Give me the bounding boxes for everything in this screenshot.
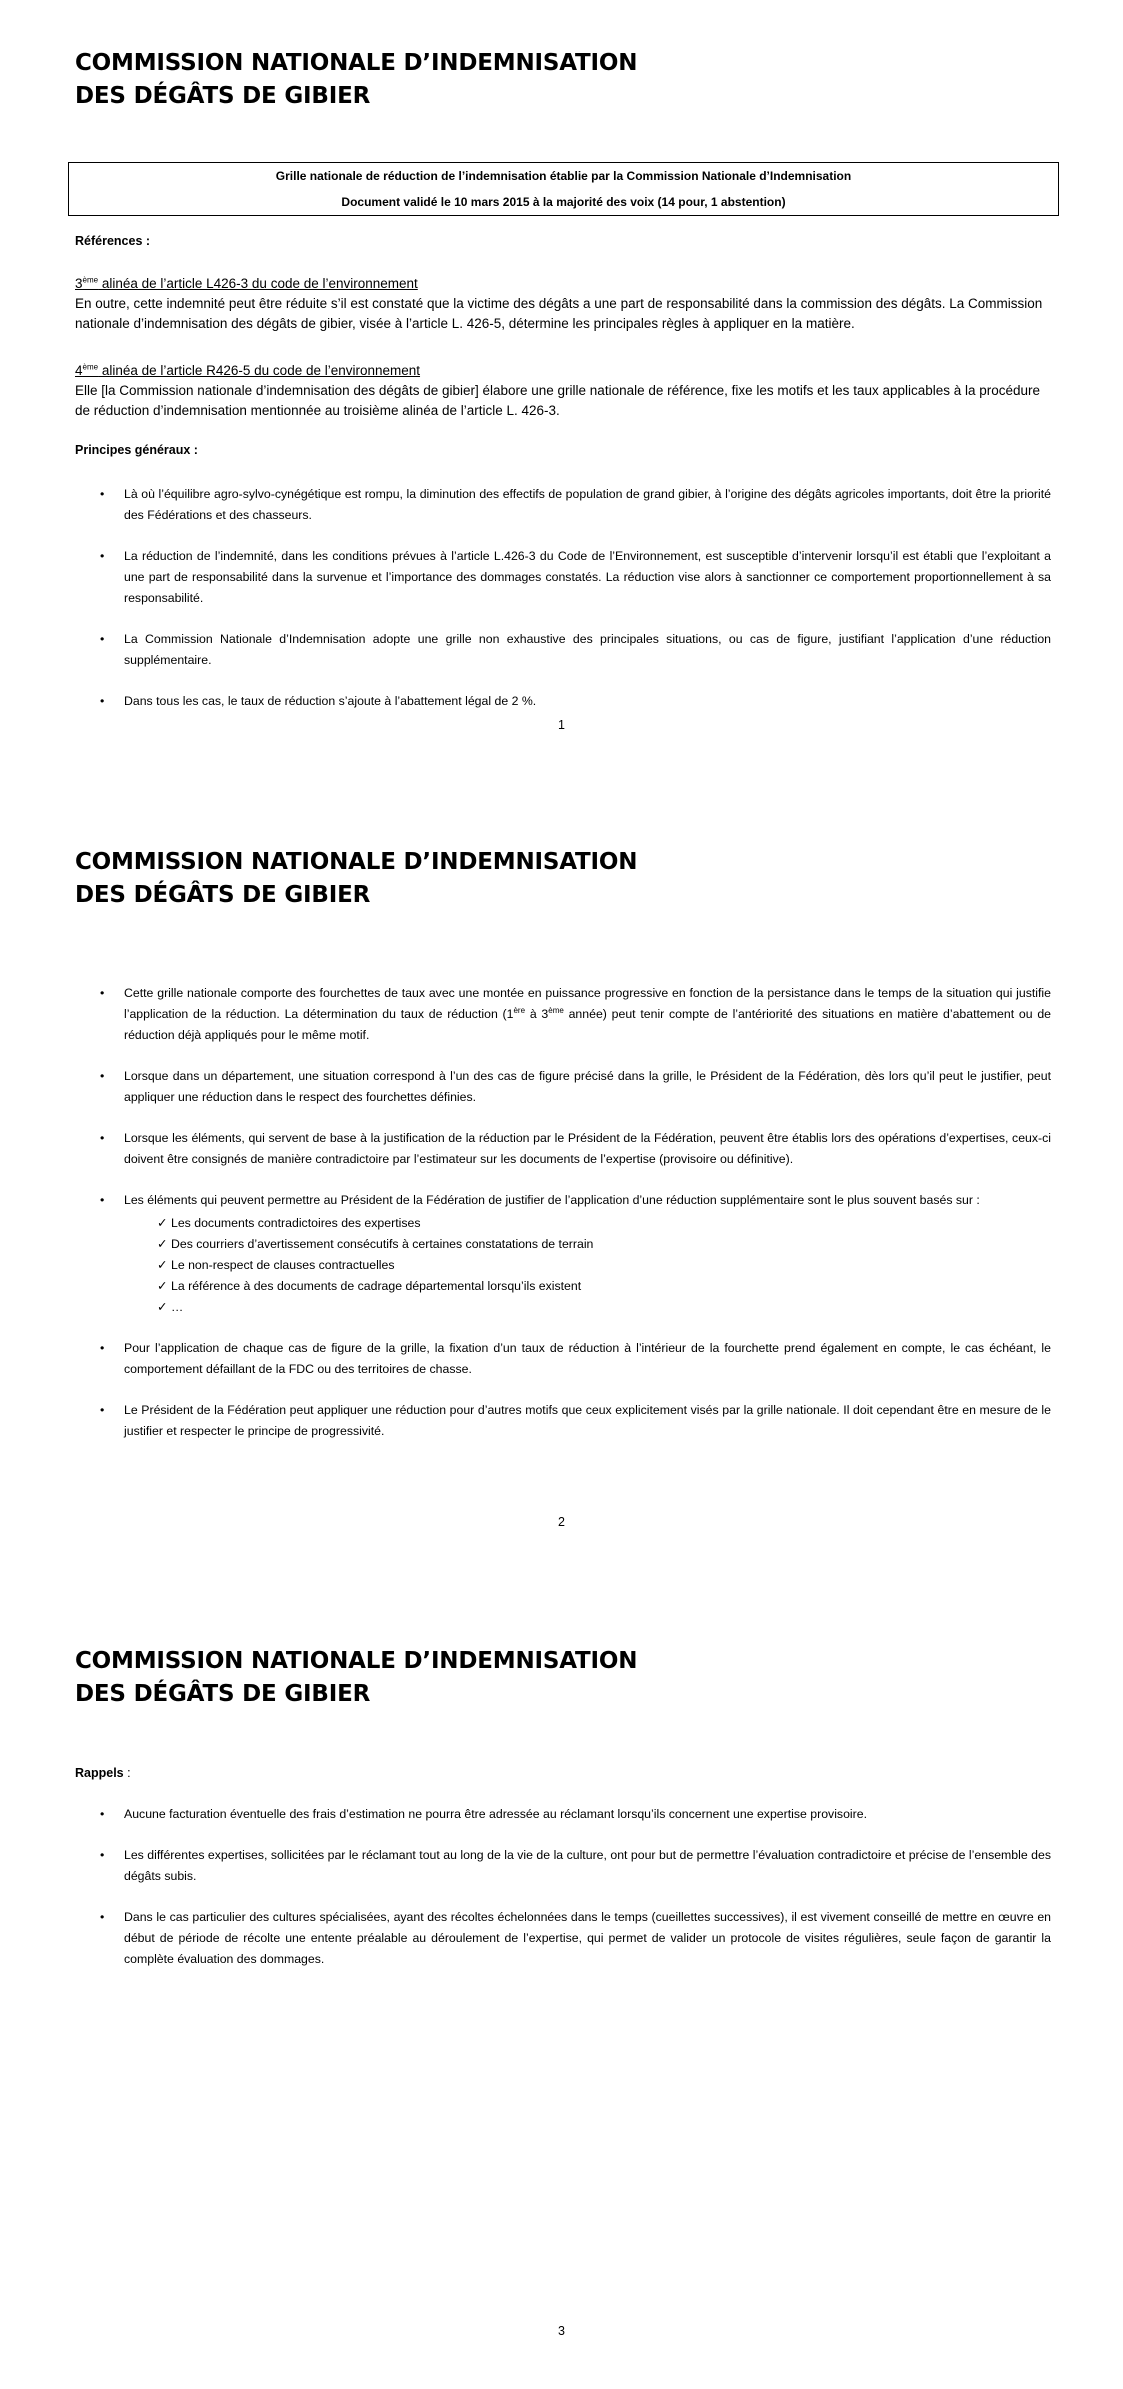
list-item [0, 629, 1051, 671]
bullet-icon: • [100, 1910, 105, 1924]
list-item [0, 1845, 1051, 1887]
title-box-line-1: Grille nationale de réduction de l’indemnisation établie par la Commission Nationale d’Indemnisation [275, 169, 852, 183]
references-label: Références : [75, 234, 151, 248]
list-item-text: Pour l’application de chaque cas de figure de la grille, la fixation d’un taux de réduction à l’intérieur de la fourchette prend également en compte, le cas échéant, le comportement défaillant de la FDC ou des territoires de chasse. [124, 1341, 1051, 1376]
check-item-text: Des courriers d’avertissement consécutifs à certaines constatations de terrain [171, 1237, 594, 1251]
list-item [0, 1128, 1051, 1170]
page-number: 2 [558, 1515, 565, 1529]
header-line-2: DES DÉGÂTS DE GIBIER [75, 882, 371, 908]
principes-label: Principes généraux : [75, 443, 198, 457]
reference-1 [75, 274, 1050, 334]
ref-2-sup: ème [82, 362, 99, 372]
ref-1-num: 3 [75, 276, 83, 291]
rappels-label-text: Rappels [75, 1766, 124, 1780]
list-item [0, 1190, 1051, 1318]
bullet-icon: • [100, 694, 105, 708]
check-item [157, 1255, 1051, 1276]
check-item-text: La référence à des documents de cadrage départemental lorsqu’ils existent [171, 1279, 582, 1293]
check-icon: ✓ [157, 1300, 168, 1314]
header-line-1: COMMISSION NATIONALE D’INDEMNISATION [75, 849, 638, 875]
list-item-text: La réduction de l’indemnité, dans les conditions prévues à l’article L.426-3 du Code de l’Environnement, est susceptible d’intervenir lorsqu’il est établi que l’exploitant a une part de responsabilité dans la survenue et l’importance des dommages constatés. La réduction vise alors à sanctionner ce comportement proportionnellement à sa responsabilité. [124, 549, 1051, 605]
page-1 [0, 0, 1123, 780]
bullet-icon: • [100, 549, 105, 563]
reference-2 [75, 361, 1050, 421]
ref-1-body: En outre, cette indemnité peut être réduite s’il est constaté que la victime des dégâts a une part de responsabilité dans la commission des dégâts. La Commission nationale d’indemnisation des dégâts de gibier, visée à l’article L. 426-5, détermine les principales règles à appliquer en la matière. [75, 296, 1043, 331]
header-line-1: COMMISSION NATIONALE D’INDEMNISATION [75, 1648, 638, 1674]
list-item [0, 1338, 1051, 1380]
header-line-1: COMMISSION NATIONALE D’INDEMNISATION [75, 50, 638, 76]
list-item [0, 484, 1051, 526]
bullet-icon: • [100, 1193, 105, 1207]
superscript: ème [548, 1005, 564, 1015]
principes-list [0, 484, 1051, 712]
rappels-list [0, 1804, 1051, 1970]
header-line-2: DES DÉGÂTS DE GIBIER [75, 1681, 371, 1707]
bullet-icon: • [100, 1848, 105, 1862]
list-item-text: année) peut tenir compte de l’antériorité des situations en matière d’abattement ou de réduction déjà appliqués pour le même motif. [124, 1007, 1051, 1042]
check-item-text: Le non-respect de clauses contractuelles [171, 1258, 395, 1272]
page-number: 1 [558, 718, 565, 732]
ref-1-title: alinéa de l’article L426-3 du code de l’environnement [98, 276, 418, 291]
document-header [75, 1645, 637, 1711]
page-2 [0, 800, 1123, 1580]
check-item [157, 1234, 1051, 1255]
check-item-text: … [171, 1300, 184, 1314]
list-item-text: Dans le cas particulier des cultures spécialisées, ayant des récoltes échelonnées dans le temps (cueillettes successives), il est vivement conseillé de mettre en œuvre en début de période de récolte une entente préalable au déroulement de l’expertise, qui permet de valider un protocole de visites régulières, seule façon de garantir la complète évaluation des dommages. [124, 1910, 1051, 1966]
ref-2-num: 4 [75, 363, 83, 378]
rappels-label [75, 1766, 131, 1780]
rappels-label-colon: : [123, 1766, 131, 1780]
check-item [157, 1297, 1051, 1318]
list-item-text: Lorsque les éléments, qui servent de base à la justification de la réduction par le Président de la Fédération, peuvent être établis lors des opérations d’expertises, ceux-ci doivent être consignés de manière contradictoire par l’estimateur sur les documents de l’expertise (provisoire ou définitive). [124, 1131, 1051, 1166]
list-item [0, 1804, 1051, 1825]
list-item-text: à 3 [525, 1007, 549, 1021]
bullet-icon: • [100, 1807, 105, 1821]
list-item [0, 1400, 1051, 1442]
grille-list [0, 983, 1051, 1442]
page-number: 3 [558, 2324, 565, 2338]
check-icon: ✓ [157, 1216, 168, 1230]
title-box-line-2: Document validé le 10 mars 2015 à la majorité des voix (14 pour, 1 abstention) [341, 195, 786, 209]
check-list [157, 1213, 1051, 1318]
bullet-icon: • [100, 986, 105, 1000]
list-item-text: Le Président de la Fédération peut appliquer une réduction pour d’autres motifs que ceux explicitement visés par la grille nationale. Il doit cependant être en mesure de le justifier et respecter le principe de progressivité. [124, 1403, 1051, 1438]
check-item [157, 1276, 1051, 1297]
list-item [0, 1907, 1051, 1970]
list-item [0, 546, 1051, 609]
list-item-text: La Commission Nationale d’Indemnisation adopte une grille non exhaustive des principales situations, ou cas de figure, justifiant l’application d’une réduction supplémentaire. [124, 632, 1051, 667]
bullet-icon: • [100, 487, 105, 501]
list-item-text: Là où l’équilibre agro-sylvo-cynégétique est rompu, la diminution des effectifs de population de grand gibier, à l’origine des dégâts agricoles importants, doit être la priorité des Fédérations et des chasseurs. [124, 487, 1051, 522]
check-icon: ✓ [157, 1237, 168, 1251]
list-item [0, 983, 1051, 1046]
list-item [0, 1066, 1051, 1108]
ref-2-body: Elle [la Commission nationale d’indemnisation des dégâts de gibier] élabore une grille nationale de référence, fixe les motifs et les taux applicables à la procédure de réduction d’indemnisation mentionnée au troisième alinéa de l’article L. 426-3. [75, 383, 1041, 418]
check-icon: ✓ [157, 1258, 168, 1272]
ref-2-title: alinéa de l’article R426-5 du code de l’environnement [98, 363, 421, 378]
page-3 [0, 1598, 1123, 2389]
document-header [75, 47, 637, 113]
header-line-2: DES DÉGÂTS DE GIBIER [75, 83, 371, 109]
list-item [0, 691, 1051, 712]
superscript: ère [513, 1005, 526, 1015]
list-item-text: Les éléments qui peuvent permettre au Président de la Fédération de justifier de l’application d’une réduction supplémentaire sont le plus souvent basés sur : [124, 1193, 980, 1207]
bullet-icon: • [100, 632, 105, 646]
check-icon: ✓ [157, 1279, 168, 1293]
check-item [157, 1213, 1051, 1234]
bullet-icon: • [100, 1131, 105, 1145]
bullet-icon: • [100, 1403, 105, 1417]
list-item-text: Dans tous les cas, le taux de réduction s’ajoute à l’abattement légal de 2 %. [124, 694, 537, 708]
ref-1-sup: ème [82, 275, 99, 285]
list-item-text: Cette grille nationale comporte des fourchettes de taux avec une montée en puissance progressive en fonction de la persistance dans le temps de la situation qui justifie l’application de la réduction. La détermination du taux de réduction (1 [124, 986, 1051, 1021]
bullet-icon: • [100, 1341, 105, 1355]
list-item-text: Lorsque dans un département, une situation correspond à l’un des cas de figure précisé dans la grille, le Président de la Fédération, dès lors qu’il peut le justifier, peut appliquer une réduction dans le respect des fourchettes définies. [124, 1069, 1051, 1104]
list-item-text: Aucune facturation éventuelle des frais d’estimation ne pourra être adressée au réclamant lorsqu’ils concernent une expertise provisoire. [124, 1807, 868, 1821]
document-header [75, 846, 637, 912]
title-box [68, 162, 1059, 216]
list-item-text: Les différentes expertises, sollicitées par le réclamant tout au long de la vie de la culture, ont pour but de permettre l’évaluation contradictoire et précise de l’ensemble des dégâts subis. [124, 1848, 1051, 1883]
bullet-icon: • [100, 1069, 105, 1083]
check-item-text: Les documents contradictoires des expertises [171, 1216, 421, 1230]
